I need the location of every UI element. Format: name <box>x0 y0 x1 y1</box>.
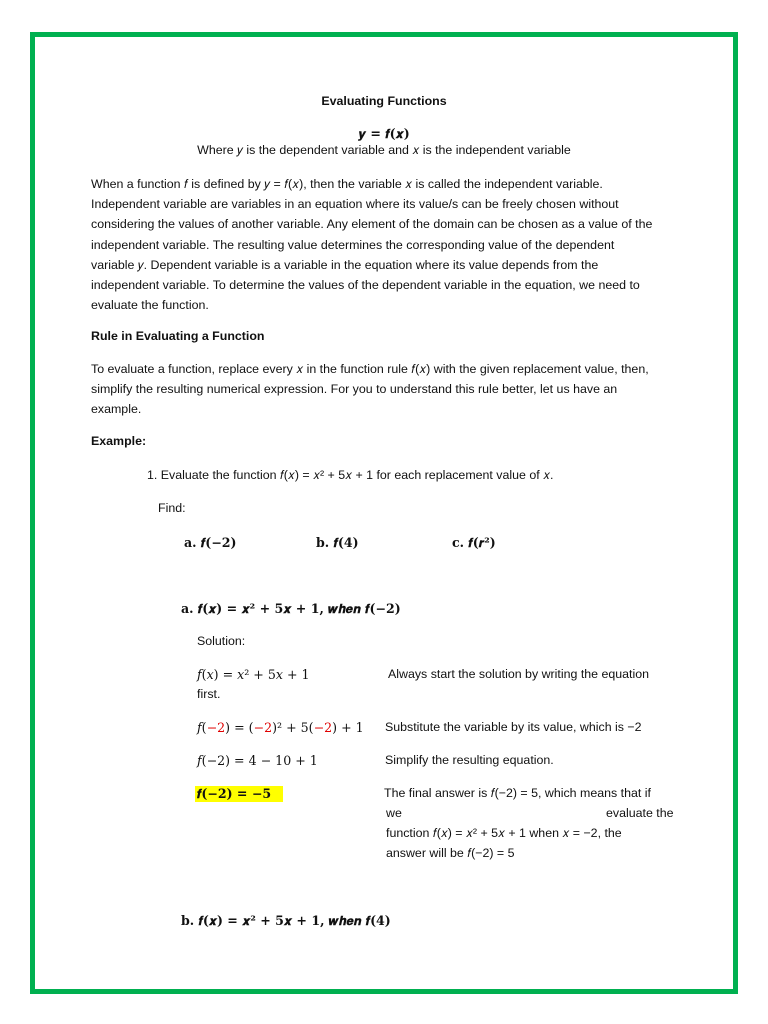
step-3-note: Simplify the resulting equation. <box>385 753 554 767</box>
solution-label: Solution: <box>197 634 246 648</box>
final-answer-highlight: 𝒇(−𝟐) = −𝟓 <box>195 786 283 802</box>
final-answer-note-line: The final answer is 𝑓(−2) = 5, which means that if <box>384 786 651 800</box>
page-title: Evaluating Functions <box>321 94 447 108</box>
step-3-equation: 𝑓(−2) = 4 − 10 + 1 <box>197 753 318 768</box>
rule-line: simplify the resulting numerical expression. For you to understand this rule better, let us have an <box>91 382 618 397</box>
eq-part: ) = ( <box>225 720 254 735</box>
substituted-value: −2 <box>206 720 226 735</box>
rule-line: example. <box>91 402 142 417</box>
intro-line: variable 𝑦. Dependent variable is a variable in the equation where its value depends from the <box>91 257 599 272</box>
intro-line: Independent variable are variables in an equation where its value/s can be freely chosen without <box>91 197 619 212</box>
part-a-heading: a. 𝒇(𝒙) = 𝒙² + 𝟓𝒙 + 𝟏, 𝒘𝒉𝒆𝒏 𝒇(−𝟐) <box>181 601 401 616</box>
substituted-value: −2 <box>313 720 333 735</box>
find-item-b: b. 𝒇(𝟒) <box>316 535 359 550</box>
intro-line: evaluate the function. <box>91 298 209 313</box>
step-1-note: Always start the solution by writing the equation <box>388 667 650 681</box>
final-answer-note-line: we <box>386 806 402 820</box>
main-equation: 𝒚 = 𝒇(𝒙) <box>358 126 410 141</box>
find-item-c: c. 𝒇(𝒓²) <box>452 535 496 550</box>
intro-line: considering the values of another variable. Any element of the domain can be chosen as a value of the <box>91 217 653 232</box>
part-b-heading: b. 𝒇(𝒙) = 𝒙² + 𝟓𝒙 + 𝟏, 𝒘𝒉𝒆𝒏 𝒇(𝟒) <box>181 913 391 928</box>
problem-statement: 1. Evaluate the function 𝑓(𝑥) = 𝑥² + 5𝑥 + 1 for each replacement value of 𝑥. <box>147 468 554 482</box>
intro-line: independent variable. The resulting value determines the corresponding value of the dependent <box>91 237 615 252</box>
intro-paragraph <box>91 174 652 315</box>
equation-description: Where 𝑦 is the dependent variable and 𝑥 is the independent variable <box>197 143 571 157</box>
intro-line: When a function 𝑓 is defined by 𝑦 = 𝑓(𝑥), then the variable 𝑥 is called the independent variable. <box>91 177 603 191</box>
rule-line: To evaluate a function, replace every 𝑥 in the function rule 𝑓(𝑥) with the given replacement value, then, <box>91 362 649 376</box>
final-answer-note-line: answer will be 𝑓(−2) = 5 <box>386 846 515 860</box>
find-label: Find: <box>158 501 186 515</box>
rule-paragraph <box>91 359 649 420</box>
final-answer-note-line: function 𝑓(𝑥) = 𝑥² + 5𝑥 + 1 when 𝑥 = −2, the <box>386 826 622 840</box>
example-heading: Example: <box>91 434 147 448</box>
substituted-value: −2 <box>253 720 273 735</box>
eq-part: 𝑓( <box>197 720 207 735</box>
eq-part: ) + 1 <box>332 720 364 735</box>
step-2-equation <box>197 720 364 735</box>
intro-line: independent variable. To determine the values of the dependent variable in the equation, we need to <box>91 278 640 293</box>
rule-heading: Rule in Evaluating a Function <box>91 329 265 343</box>
step-1-equation: 𝑓(𝑥) = 𝑥² + 5𝑥 + 1 <box>197 667 310 682</box>
step-2-note: Substitute the variable by its value, which is −2 <box>385 720 642 734</box>
final-answer-note-line: evaluate the <box>606 806 674 820</box>
step-1-note-continued: first. <box>197 687 221 701</box>
eq-part: )² + 5( <box>272 720 314 735</box>
find-item-a: a. 𝒇(−𝟐) <box>184 535 237 550</box>
